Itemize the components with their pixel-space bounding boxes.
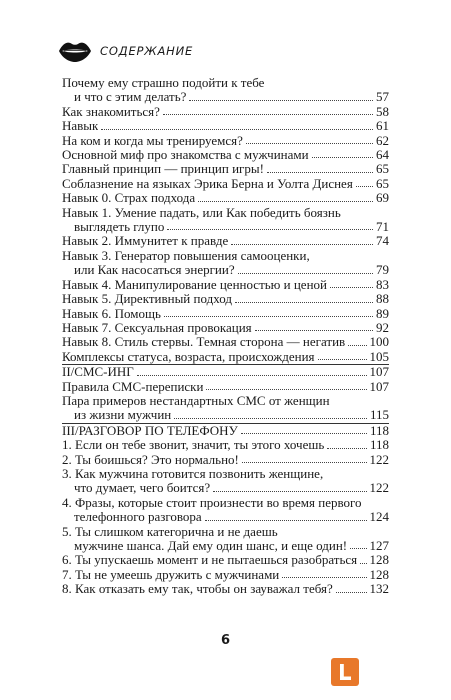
dot-leader xyxy=(164,316,373,317)
toc-entry-title: Основной миф про знакомства с мужчинами xyxy=(62,148,309,163)
toc-entry xyxy=(62,539,389,553)
toc-entry xyxy=(62,424,389,438)
toc-entry-title: Правила СМС-переписки xyxy=(62,379,204,394)
toc-entry-page: 57 xyxy=(376,89,389,105)
dot-leader xyxy=(336,592,367,593)
header-title: СОДЕРЖАНИЕ xyxy=(100,44,194,58)
toc-entry-title: Навык 5. Директивный подход xyxy=(62,292,232,307)
toc-entry-title: Навык 1. Умение падать, или Как победить боязнь xyxy=(62,205,341,220)
toc-entry xyxy=(62,206,389,220)
toc-entry xyxy=(62,582,389,596)
toc-section xyxy=(62,76,389,365)
dot-leader xyxy=(242,462,367,463)
toc-entry-title: выглядеть глупо xyxy=(74,220,165,235)
toc-entry-page: 65 xyxy=(376,175,389,191)
dot-leader xyxy=(318,359,367,360)
toc-entry-title: что думает, чего боится? xyxy=(74,481,211,496)
toc-entry xyxy=(62,408,389,422)
toc-entry xyxy=(62,553,389,567)
toc-entry xyxy=(62,380,389,394)
toc-entry xyxy=(62,177,389,191)
toc-entry xyxy=(62,119,389,133)
toc-entry-page: 132 xyxy=(369,581,389,597)
toc-entry xyxy=(62,134,389,148)
toc-entry-title: Навык 8. Стиль стервы. Темная сторона — негатив xyxy=(62,335,346,350)
toc-entry-title: 6. Ты упускаешь момент и не пытаешься разобраться xyxy=(62,553,358,568)
toc-entry-page: 100 xyxy=(369,334,389,350)
toc-entry-page: 69 xyxy=(376,190,389,206)
toc-entry-title: 5. Ты слишком категорична и не даешь xyxy=(62,524,278,539)
dot-leader xyxy=(189,100,373,101)
toc-entry xyxy=(62,307,389,321)
dot-leader xyxy=(350,548,366,549)
toc-entry-page: 61 xyxy=(376,118,389,134)
dot-leader xyxy=(206,389,366,390)
toc-entry-page: 58 xyxy=(376,103,389,119)
toc-entry-page: 128 xyxy=(369,566,389,582)
dot-leader xyxy=(360,563,366,564)
toc-entry-title: II/СМС-ИНГ xyxy=(62,365,134,380)
toc-entry xyxy=(62,453,389,467)
dot-leader xyxy=(246,143,373,144)
toc-entry-title: III/РАЗГОВОР ПО ТЕЛЕФОНУ xyxy=(62,423,238,438)
toc-entry-page: 115 xyxy=(369,407,389,423)
dot-leader xyxy=(163,114,373,115)
toc-entry xyxy=(62,191,389,205)
toc-entry-page: 74 xyxy=(376,233,389,249)
dot-leader xyxy=(137,375,367,376)
toc-entry-title: 4. Фразы, которые стоит произнести во время первого xyxy=(62,495,362,510)
dot-leader xyxy=(235,302,373,303)
toc-entry xyxy=(62,105,389,119)
toc-entry-title: Навык 4. Манипулирование ценностью и ценой xyxy=(62,277,327,292)
toc-entry xyxy=(62,525,389,539)
table-of-contents xyxy=(62,76,389,597)
toc-entry-title: телефонного разговора xyxy=(74,510,202,525)
toc-entry-title: мужчине шанса. Дай ему один шанс, и еще один! xyxy=(74,539,348,553)
toc-entry-title: из жизни мужчин xyxy=(74,408,172,423)
toc-entry-page: 124 xyxy=(369,509,389,525)
dot-leader xyxy=(213,491,366,492)
dot-leader xyxy=(167,229,373,230)
toc-entry-page: 127 xyxy=(369,538,389,553)
toc-entry xyxy=(62,249,389,263)
toc-entry-title: Почему ему страшно подойти к тебе xyxy=(62,76,265,90)
toc-entry-title: Навык 2. Иммунитет к правде xyxy=(62,234,229,249)
dot-leader xyxy=(205,520,367,521)
toc-entry-title: Навык 7. Сексуальная провокация xyxy=(62,320,252,335)
toc-section xyxy=(62,424,389,597)
toc-entry xyxy=(62,481,389,495)
dot-leader xyxy=(267,172,373,173)
toc-entry xyxy=(62,278,389,292)
toc-entry-page: 107 xyxy=(369,364,389,380)
toc-entry-title: Комплексы статуса, возраста, происхождения xyxy=(62,349,315,364)
toc-entry-title: 8. Как отказать ему так, чтобы он зауважал тебя? xyxy=(62,582,333,597)
toc-entry-page: 65 xyxy=(376,161,389,177)
toc-entry-page: 105 xyxy=(369,348,389,364)
toc-entry-title: Навык xyxy=(62,119,99,134)
dot-leader xyxy=(312,157,373,158)
toc-entry xyxy=(62,148,389,162)
toc-entry-title: 1. Если он тебе звонит, значит, ты этого хочешь xyxy=(62,438,325,453)
dot-leader xyxy=(327,448,367,449)
dot-leader xyxy=(238,273,373,274)
toc-entry-title: Как знакомиться? xyxy=(62,104,160,119)
toc-entry-title: Навык 6. Помощь xyxy=(62,306,161,321)
toc-entry-page: 88 xyxy=(376,291,389,307)
toc-entry-page: 122 xyxy=(369,480,389,496)
toc-entry-title: 3. Как мужчина готовится позвонить женщине, xyxy=(62,466,324,481)
toc-entry xyxy=(62,234,389,248)
toc-entry-page: 128 xyxy=(369,552,389,568)
dot-leader xyxy=(282,577,366,578)
toc-entry-page: 107 xyxy=(369,378,389,394)
toc-entry-title: или Как насосаться энергии? xyxy=(74,263,235,278)
toc-entry xyxy=(62,496,389,510)
dot-leader xyxy=(348,345,366,346)
dot-leader xyxy=(330,287,373,288)
toc-entry-page: 62 xyxy=(376,132,389,148)
toc-entry xyxy=(62,321,389,335)
toc-entry xyxy=(62,568,389,582)
toc-entry-page: 89 xyxy=(376,305,389,321)
toc-entry-page: 118 xyxy=(369,437,389,453)
dot-leader xyxy=(174,418,367,419)
toc-entry-title: Навык 0. Страх подхода xyxy=(62,191,196,206)
toc-entry xyxy=(62,335,389,349)
toc-entry-page: 71 xyxy=(376,219,389,235)
toc-entry xyxy=(62,162,389,176)
toc-entry-page: 122 xyxy=(369,451,389,467)
page-number: 6 xyxy=(220,633,231,648)
publisher-logo-icon xyxy=(331,658,359,686)
toc-entry xyxy=(62,292,389,306)
toc-entry-title: и что с этим делать? xyxy=(74,90,187,105)
dot-leader xyxy=(198,201,373,202)
toc-entry xyxy=(62,438,389,452)
dot-leader xyxy=(356,186,373,187)
toc-entry xyxy=(62,365,389,379)
toc-entry-page: 92 xyxy=(376,319,389,335)
toc-entry xyxy=(62,467,389,481)
toc-section xyxy=(62,365,389,424)
toc-entry-title: 2. Ты боишься? Это нормально! xyxy=(62,452,239,467)
toc-entry xyxy=(62,350,389,364)
toc-entry-page: 118 xyxy=(369,422,389,438)
dot-leader xyxy=(255,330,373,331)
toc-entry-page: 64 xyxy=(376,147,389,163)
dot-leader xyxy=(101,129,373,130)
toc-entry-title: Главный принцип — принцип игры! xyxy=(62,162,264,177)
toc-entry-page: 83 xyxy=(376,276,389,292)
toc-entry xyxy=(62,394,389,408)
toc-entry xyxy=(62,76,389,90)
toc-entry-title: Соблазнение на языках Эрика Берна и Уолта Диснея xyxy=(62,176,353,191)
toc-entry xyxy=(62,90,389,104)
toc-entry-page: 79 xyxy=(376,262,389,278)
toc-entry-title: На ком и когда мы тренируемся? xyxy=(62,133,243,148)
lips-icon xyxy=(58,39,92,63)
page-header xyxy=(58,38,193,64)
toc-entry-title: Пара примеров нестандартных СМС от женщин xyxy=(62,393,330,408)
dot-leader xyxy=(241,433,367,434)
toc-entry-title: Навык 3. Генератор повышения самооценки, xyxy=(62,248,310,263)
toc-entry xyxy=(62,220,389,234)
toc-entry-title: 7. Ты не умеешь дружить с мужчинами xyxy=(62,567,280,582)
toc-entry xyxy=(62,263,389,277)
dot-leader xyxy=(231,244,373,245)
toc-entry xyxy=(62,510,389,524)
